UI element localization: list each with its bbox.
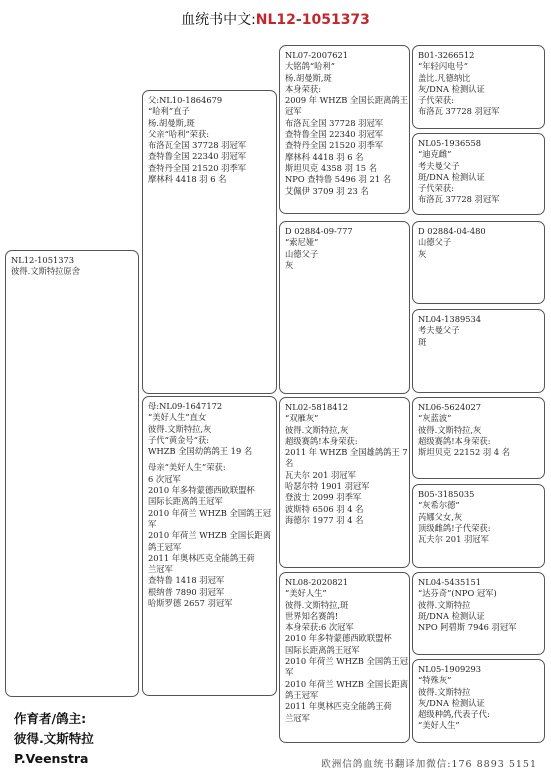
- info-line: 2010 年多特蒙德西欧联盟杯: [285, 633, 392, 644]
- page-title: [0, 9, 551, 29]
- info-line: “美好人生”: [418, 720, 460, 731]
- info-line: “双雁灰”: [285, 413, 319, 424]
- sire-sire-dam-box: [412, 133, 545, 215]
- info-line: 艾佩伊 3709 羽 23 名: [285, 185, 369, 196]
- dam-dam-sire-box: [412, 572, 545, 655]
- dam-sire-sire-box: [412, 397, 545, 479]
- info-line: 本身荣获:: [285, 83, 321, 94]
- info-line: 盖比.凡德纳比: [418, 72, 471, 83]
- info-line: 根纳普 7890 羽冠军: [148, 586, 225, 597]
- dam-box: [142, 396, 277, 696]
- info-line: 海德尔 1977 羽 4 名: [285, 514, 364, 525]
- info-line: 查特丹全国 21520 羽季军: [148, 162, 247, 173]
- info-line: 鸽王冠军: [285, 689, 319, 700]
- ring-number: NL07-2007621: [285, 50, 349, 60]
- info-line: 山德父子: [418, 237, 452, 248]
- info-line: 2011 年奥林匹克全能鸽王荷: [148, 552, 255, 563]
- info-line: 2009 年 WHZB 全国长距离鸽王: [285, 95, 409, 106]
- info-line: 彼得.文斯特拉,灰: [148, 423, 212, 434]
- info-line: 杨.胡曼斯,斑: [148, 117, 195, 128]
- info-line: 超级赛鸽!本身荣获:: [285, 435, 358, 446]
- info-line: 灰/DNA 检测认证: [418, 697, 485, 708]
- ring-number: NL05-1909293: [418, 664, 482, 674]
- info-line: 超级种鸽,代表子代:: [418, 709, 490, 720]
- info-line: 子代“黄金号”获:: [148, 434, 210, 445]
- ring-number: 作育者/鸽主:: [14, 711, 87, 726]
- sire-dam-box: [279, 221, 410, 394]
- ring-number: NL04-1389534: [418, 314, 482, 324]
- info-line: 瓦夫尔 201 羽冠军: [285, 469, 356, 480]
- title-ring-number: NL12-1051373: [255, 12, 370, 28]
- info-line: 斑: [418, 336, 427, 347]
- dam-sire-dam-box: [412, 484, 545, 568]
- info-line: 顶级雌鸽!子代荣获:: [418, 522, 491, 533]
- info-line: 布洛瓦 37728 羽冠军: [418, 194, 500, 205]
- info-line: 灰: [285, 259, 294, 270]
- info-line: 子代荣获:: [418, 183, 454, 194]
- ring-number: B01-3266512: [418, 50, 475, 60]
- info-line: 布洛瓦全国 37728 羽冠军: [285, 117, 384, 128]
- sire-dam-dam-box: [412, 309, 545, 393]
- info-line: NPO 阿碧斯 7946 羽冠军: [418, 622, 517, 633]
- info-line: “美好人生”: [285, 588, 327, 599]
- info-line: 2011 年 WHZB 全国雄鸽鸽王 7: [285, 447, 408, 458]
- info-line: “迪克雌”: [418, 149, 452, 160]
- info-line: 父亲“哈利”荣获:: [148, 128, 210, 139]
- info-line: 布洛瓦全国 37728 羽冠军: [148, 140, 247, 151]
- info-line: 彼得.文斯特拉: [418, 599, 471, 610]
- ring-number: NL05-1936558: [418, 138, 482, 148]
- info-line: 灰: [418, 248, 427, 259]
- info-line: 芮娜父女,灰: [418, 511, 463, 522]
- info-line: 哈瑟尔特 1901 羽冠军: [285, 481, 370, 492]
- info-line: 超级赛鸽!本身荣获:: [418, 435, 491, 446]
- info-line: 彼得.文斯特拉,灰: [285, 424, 349, 435]
- info-line: 鸽王冠军: [148, 541, 182, 552]
- info-line: 国际长距离鸽王冠军: [285, 644, 360, 655]
- info-line: “达芬奇”(NPO 冠军): [418, 588, 497, 599]
- info-line: 杨.胡曼斯,斑: [285, 72, 332, 83]
- info-line: NPO 查特鲁 5496 羽 21 名: [285, 174, 391, 185]
- ring-number: NL02-5818412: [285, 402, 349, 412]
- footer-contact: 欧洲信鸽血统书翻译加微信:176 8893 5151: [321, 759, 537, 770]
- info-line: 彼得.文斯特拉: [418, 686, 471, 697]
- sire-sire-sire-box: [412, 45, 545, 129]
- ring-number: D 02884-09-777: [285, 226, 353, 236]
- info-line: 哈斯罗德 2657 羽冠军: [148, 598, 233, 609]
- info-line: 彼得.文斯特拉,斑: [285, 599, 349, 610]
- dam-sire-box: [279, 397, 410, 568]
- ring-number: NL12-1051373: [11, 255, 75, 265]
- info-line: 考夫曼父子: [418, 325, 460, 336]
- ring-number: NL06-5624027: [418, 402, 482, 412]
- info-line: 摩林科 4418 羽 6 名: [285, 151, 364, 162]
- ring-number: NL04-5435151: [418, 577, 482, 587]
- info-line: WHZB 全国幼鸽鸽王 19 名: [148, 446, 253, 457]
- ring-number: D 02884-04-480: [418, 226, 486, 236]
- info-line: 2010 年荷兰 WHZB 全国鸽王冠: [285, 656, 409, 667]
- info-line: 2010 年荷兰 WHZB 全国长距离: [148, 530, 272, 541]
- subject-box: [5, 250, 139, 697]
- sire-dam-sire-box: [412, 221, 545, 304]
- breeder-block: [14, 709, 94, 769]
- info-line: 斯坦贝克 4358 羽 15 名: [285, 162, 378, 173]
- info-line: 斑/DNA 检测认证: [418, 610, 485, 621]
- info-line: 兰冠军: [285, 712, 310, 723]
- dam-dam-dam-box: [412, 659, 545, 743]
- info-line: 兰冠军: [148, 564, 173, 575]
- info-line: 斯坦贝克 22152 羽 4 名: [418, 447, 511, 458]
- info-line: 登波士 2099 羽季军: [285, 492, 362, 503]
- info-line: “特殊灰”: [418, 675, 452, 686]
- sire-sire-box: [279, 45, 410, 214]
- info-line: 彼得.文斯特拉: [14, 731, 94, 746]
- info-line: 彼得.文斯特拉原舍: [11, 266, 81, 277]
- info-line: 查特鲁全国 22340 羽冠军: [148, 151, 247, 162]
- info-line: “灰蓝波”: [418, 413, 452, 424]
- title-prefix: 血统书中文:: [181, 12, 256, 28]
- info-line: 山德父子: [285, 248, 319, 259]
- info-line: 大铭鸽“哈利”: [285, 61, 335, 72]
- info-line: 母亲“美好人生”荣获:: [148, 462, 226, 473]
- info-line: P.Veenstra: [14, 751, 89, 766]
- sire-box: [142, 90, 277, 394]
- info-line: 考夫曼父子: [418, 160, 460, 171]
- info-line: 子代荣获:: [418, 95, 454, 106]
- info-line: “年轻闪电号”: [418, 61, 468, 72]
- info-line: 冠军: [285, 106, 302, 117]
- info-line: 6 次冠军: [148, 473, 181, 484]
- info-line: 彼得.文斯特拉,灰: [418, 424, 482, 435]
- info-line: 摩林科 4418 羽 6 名: [148, 174, 227, 185]
- info-line: “灰希尔德”: [418, 500, 460, 511]
- info-line: 2011 年奥林匹克全能鸽王荷: [285, 701, 392, 712]
- info-line: 瓦夫尔 201 羽冠军: [418, 534, 489, 545]
- ring-number: B05-3185035: [418, 489, 475, 499]
- ring-number: 父:NL10-1864679: [148, 95, 223, 105]
- info-line: “索尼娅”: [285, 237, 319, 248]
- info-line: 2010 年多特蒙德西欧联盟杯: [148, 485, 255, 496]
- info-line: 军: [148, 518, 157, 529]
- info-line: 国际长距离鸽王冠军: [148, 496, 223, 507]
- info-line: 波斯特 6506 羽 4 名: [285, 503, 364, 514]
- dam-dam-box: [279, 572, 410, 743]
- info-line: 名: [285, 458, 294, 469]
- info-line: 查特丹全国 21520 羽季军: [285, 140, 384, 151]
- ring-number: 母:NL09-1647172: [148, 401, 223, 411]
- info-line: 查特鲁全国 22340 羽冠军: [285, 129, 384, 140]
- info-line: 灰/DNA 检测认证: [418, 83, 485, 94]
- info-line: 军: [285, 667, 294, 678]
- info-line: 2010 年荷兰 WHZB 全国长距离: [285, 678, 409, 689]
- info-line: “美好人生”直女: [148, 412, 207, 423]
- info-line: 本身荣获:6 次冠军: [285, 622, 354, 633]
- info-line: 2010 年荷兰 WHZB 全国鸽王冠: [148, 507, 272, 518]
- info-line: 斑/DNA 检测认证: [418, 171, 485, 182]
- info-line: 查特鲁 1418 羽冠军: [148, 575, 225, 586]
- info-line: “哈利”直子: [148, 106, 190, 117]
- ring-number: NL08-2020821: [285, 577, 349, 587]
- info-line: 世界知名赛鸽!: [285, 610, 339, 621]
- info-line: 布洛瓦 37728 羽冠军: [418, 106, 500, 117]
